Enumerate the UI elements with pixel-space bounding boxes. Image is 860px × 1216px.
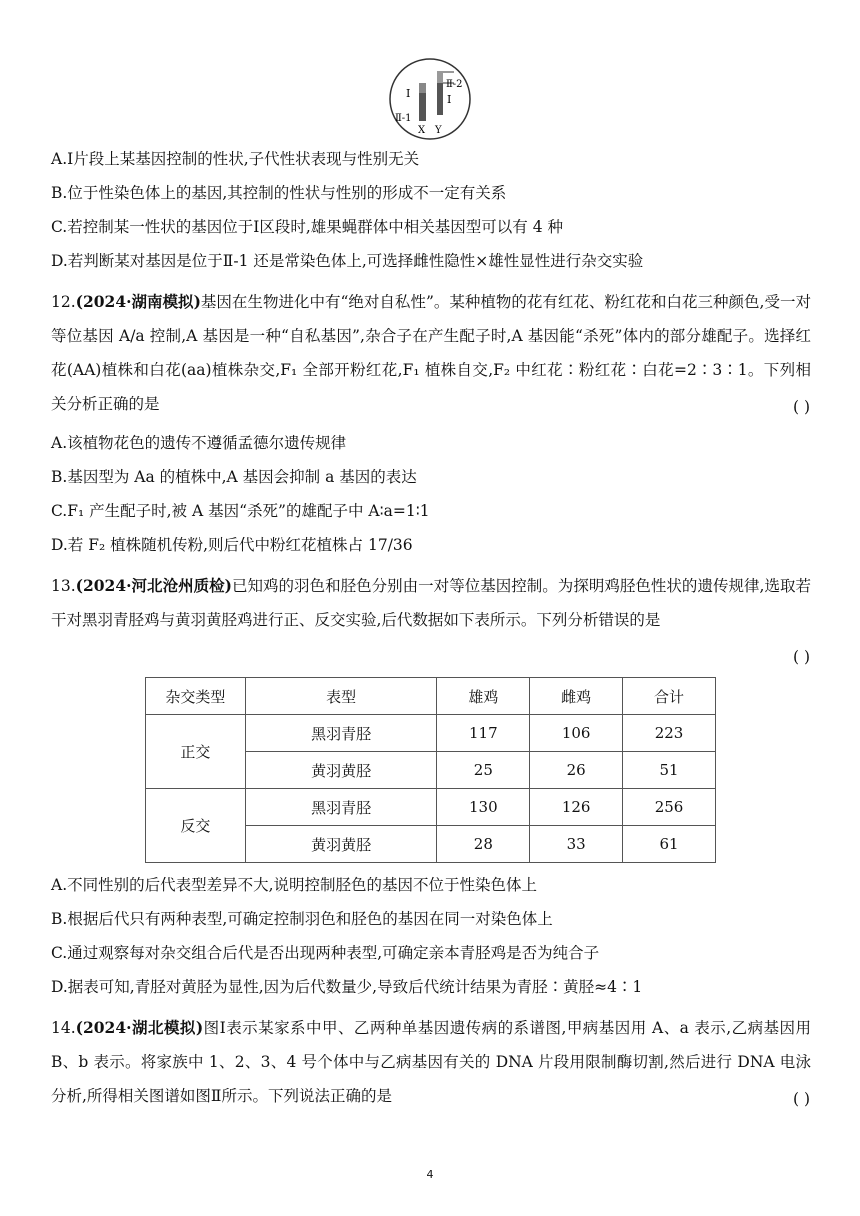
cross-type-cell: 反交 — [146, 789, 246, 863]
q13-data-table — [145, 677, 716, 863]
table-header-cell: 合计 — [623, 678, 716, 715]
xy-chromosome-diagram — [388, 57, 472, 141]
label-Y: Y — [435, 125, 442, 136]
q13-option-a: A.不同性别的后代表型差异不大,说明控制胫色的基因不位于性染色体上 — [51, 876, 538, 894]
male-cell: 25 — [437, 752, 530, 789]
q13-answer-paren: ( ) — [792, 648, 810, 666]
phenotype-cell: 黄羽黄胫 — [245, 826, 437, 863]
q11-option-d: D.若判断某对基因是位于Ⅱ-1 还是常染色体上,可选择雌性隐性×雄性显性进行杂交实验 — [51, 252, 644, 270]
q11-option-b: B.位于性染色体上的基因,其控制的性状与性别的形成不一定有关系 — [51, 184, 507, 202]
label-X: X — [418, 125, 426, 136]
female-cell: 33 — [530, 826, 623, 863]
total-cell: 61 — [623, 826, 716, 863]
label-I-left: Ⅰ — [406, 87, 411, 100]
q14-stem — [51, 1011, 811, 1113]
total-cell: 256 — [623, 789, 716, 826]
q12-answer-paren: ( ) — [792, 398, 810, 416]
q12-source: (2024·湖南模拟) — [75, 292, 201, 311]
q11-option-c: C.若控制某一性状的基因位于Ⅰ区段时,雄果蝇群体中相关基因型可以有 4 种 — [51, 218, 564, 236]
q12-option-b: B.基因型为 Aa 的植株中,A 基因会抑制 a 基因的表达 — [51, 468, 417, 486]
phenotype-cell: 黑羽青胫 — [245, 715, 437, 752]
female-cell: 126 — [530, 789, 623, 826]
phenotype-cell: 黄羽黄胫 — [245, 752, 437, 789]
q12-stem — [51, 285, 811, 421]
table-header-cell: 杂交类型 — [146, 678, 246, 715]
q13-option-c: C.通过观察每对杂交组合后代是否出现两种表型,可确定亲本青胫鸡是否为纯合子 — [51, 944, 600, 962]
y-homologous-segment — [437, 71, 443, 83]
x-homologous-segment — [419, 83, 426, 93]
female-cell: 26 — [530, 752, 623, 789]
label-II1: Ⅱ-1 — [395, 113, 412, 124]
xy-chromosome-figure — [388, 57, 472, 141]
male-cell: 117 — [437, 715, 530, 752]
total-cell: 51 — [623, 752, 716, 789]
q14-number: 14. — [51, 1019, 76, 1037]
male-cell: 28 — [437, 826, 530, 863]
table-row — [146, 789, 716, 826]
q13-stem-text: 已知鸡的羽色和胫色分别由一对等位基因控制。为探明鸡胫色性状的遗传规律,选取若干对黑羽青胫鸡与黄羽黄胫鸡进行正、反交实验,后代数据如下表所示。下列分析错误的是 — [51, 577, 811, 629]
q13-stem — [51, 569, 811, 637]
table-header-cell: 雄鸡 — [437, 678, 530, 715]
q14-answer-paren: ( ) — [792, 1090, 810, 1108]
q13-option-b: B.根据后代只有两种表型,可确定控制羽色和胫色的基因在同一对染色体上 — [51, 910, 553, 928]
phenotype-cell: 黑羽青胫 — [245, 789, 437, 826]
q12-option-d: D.若 F₂ 植株随机传粉,则后代中粉红花植株占 17/36 — [51, 536, 413, 554]
table-header-cell: 雌鸡 — [530, 678, 623, 715]
q12-number: 12. — [51, 293, 76, 311]
table-header-cell: 表型 — [245, 678, 437, 715]
q12-option-a: A.该植物花色的遗传不遵循孟德尔遗传规律 — [51, 434, 347, 452]
female-cell: 106 — [530, 715, 623, 752]
q14-source: (2024·湖北模拟) — [75, 1018, 204, 1037]
table-header-row — [146, 678, 716, 715]
table-row — [146, 715, 716, 752]
total-cell: 223 — [623, 715, 716, 752]
q12-stem-text: 基因在生物进化中有“绝对自私性”。某种植物的花有红花、粉红花和白花三种颜色,受一对等位基因 A/a 控制,A 基因是一种“自私基因”,杂合子在产生配子时,A 基因能“杀死”体内的部分雄配子。选择红花(AA)植株和白花(aa)植株杂交,F₁ 全部开粉红花,F₁ 植株自交,F₂ 中红花∶粉红花∶白花=2∶3∶1。下列相关分析正确的是 — [51, 293, 811, 413]
q12-option-c: C.F₁ 产生配子时,被 A 基因“杀死”的雄配子中 A∶a=1∶1 — [51, 502, 430, 520]
figure-circle — [390, 59, 470, 139]
q14-stem-text: 图Ⅰ表示某家系中甲、乙两种单基因遗传病的系谱图,甲病基因用 A、a 表示,乙病基因用 B、b 表示。将家族中 1、2、3、4 号个体中与乙病基因有关的 DNA 片段用限制酶切割,然后进行 DNA 电泳分析,所得相关图谱如图Ⅱ所示。下列说法正确的是 — [51, 1019, 811, 1105]
q13-number: 13. — [51, 577, 76, 595]
q13-source: (2024·河北沧州质检) — [75, 576, 232, 595]
cross-type-cell: 正交 — [146, 715, 246, 789]
q11-option-a: A.Ⅰ片段上某基因控制的性状,子代性状表现与性别无关 — [51, 150, 420, 168]
label-II2: Ⅱ-2 — [446, 79, 463, 90]
label-I-right: Ⅰ — [447, 93, 452, 106]
page-number: 4 — [426, 1168, 434, 1181]
male-cell: 130 — [437, 789, 530, 826]
q13-option-d: D.据表可知,青胫对黄胫为显性,因为后代数量少,导致后代统计结果为青胫∶黄胫≈4∶1 — [51, 978, 643, 996]
